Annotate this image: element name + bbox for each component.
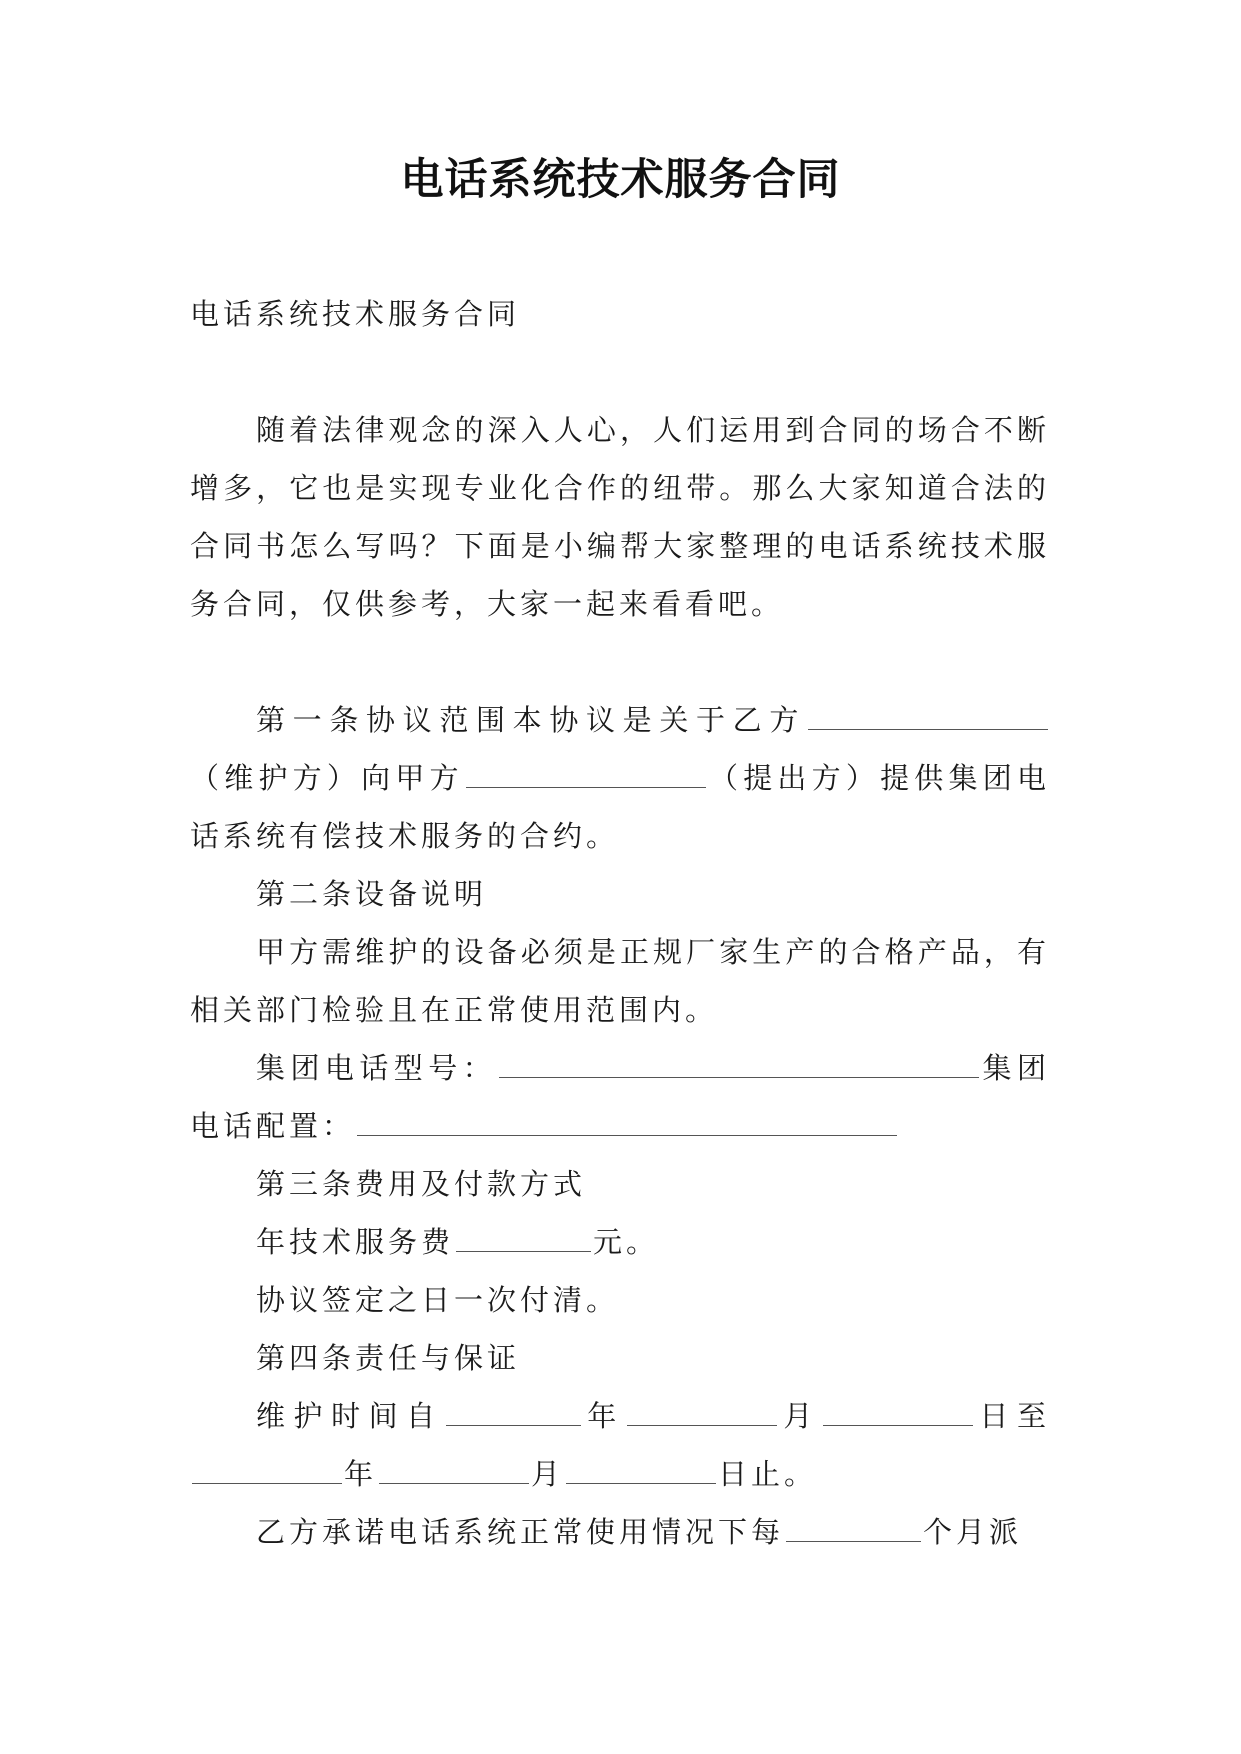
fee-line xyxy=(190,1213,1050,1271)
day-to-label: 日至 xyxy=(974,1399,1050,1433)
model-blank xyxy=(499,1053,979,1078)
config-blank xyxy=(357,1111,897,1136)
promise-line xyxy=(190,1503,1050,1561)
document-subtitle: 电话系统技术服务合同 xyxy=(190,297,521,331)
article-3-heading: 第三条费用及付款方式 xyxy=(256,1167,587,1201)
intro-paragraph: 随着法律观念的深入人心，人们运用到合同的场合不断增多，它也是实现专业化合作的纽带。那么大家知道合法的合同书怎么写吗？下面是小编帮大家整理的电话系统技术服务合同，仅供参考，大家一起来看看吧。 xyxy=(190,413,1050,621)
article-1-part3: （提出方）提供集团电话系统有偿技术服务的合约。 xyxy=(190,761,1050,853)
article-4-heading: 第四条责任与保证 xyxy=(256,1341,521,1375)
promise-suffix: 个月派 xyxy=(923,1515,1023,1549)
fee-label: 年技术服务费 xyxy=(256,1225,455,1259)
fee-blank xyxy=(456,1227,591,1252)
article-2-heading: 第二条设备说明 xyxy=(256,877,488,911)
document-title: 电话系统技术服务合同 xyxy=(400,155,841,205)
end-month-blank xyxy=(379,1459,529,1484)
article-1-part2: （维护方）向甲方 xyxy=(190,761,464,795)
start-day-blank xyxy=(823,1401,973,1426)
equipment-paragraph xyxy=(190,1039,1050,1155)
year-label-2: 年 xyxy=(344,1457,378,1491)
year-label-1: 年 xyxy=(582,1399,625,1433)
end-day-blank xyxy=(566,1459,716,1484)
months-blank xyxy=(786,1517,921,1542)
start-year-blank xyxy=(446,1401,581,1426)
day-end-label: 日止。 xyxy=(718,1457,818,1491)
month-label-2: 月 xyxy=(531,1457,565,1491)
party-a-blank xyxy=(466,763,706,788)
article-1-part1: 第一条协议范围本协议是关于乙方 xyxy=(256,703,806,737)
maint-from-label: 维护时间自 xyxy=(256,1399,444,1433)
month-label-1: 月 xyxy=(778,1399,821,1433)
party-b-blank xyxy=(808,705,1048,730)
end-year-blank xyxy=(192,1459,342,1484)
document-body xyxy=(190,285,1050,1561)
start-month-blank xyxy=(627,1401,777,1426)
article-1-paragraph xyxy=(190,691,1050,865)
model-label: 集团电话型号： xyxy=(256,1051,498,1085)
fee-unit: 元。 xyxy=(593,1225,660,1259)
config-label: 集团电话配置： xyxy=(190,1051,1050,1143)
article-2-text: 甲方需维护的设备必须是正规厂家生产的合格产品，有相关部门检验且在正常使用范围内。 xyxy=(190,935,1050,1027)
promise-label: 乙方承诺电话系统正常使用情况下每 xyxy=(256,1515,785,1549)
payment-line: 协议签定之日一次付清。 xyxy=(256,1283,620,1317)
maintenance-period-paragraph xyxy=(190,1387,1050,1503)
